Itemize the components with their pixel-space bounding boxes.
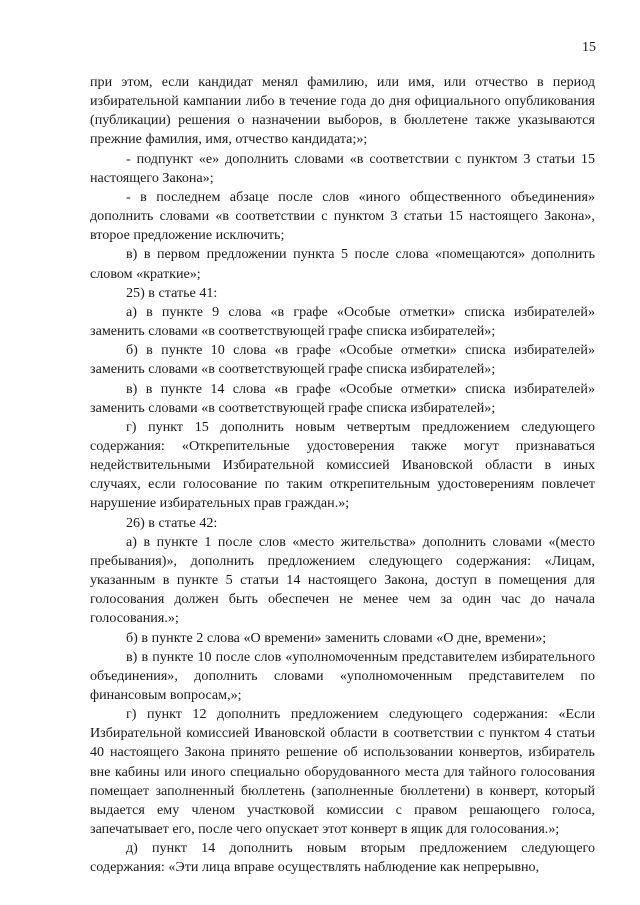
paragraph: д) пункт 14 дополнить новым вторым предложением следующего содержания: «Эти лица вправе осуществлять наблюдение как непрерывно,: [90, 840, 595, 876]
paragraph: б) в пункте 10 слова «в графе «Особые отметки» списка избирателей» заменить словами «в соответствующей графе списка избирателей»;: [90, 342, 595, 378]
paragraph: а) в пункте 1 после слов «место жительства» дополнить словами «(место пребывания)», дополнить предложением следующего содержания: «Лицам, указанным в пункте 5 статьи 14 настоящего Закона, доступ в помещения для голосования должен быть обеспечен не менее чем за один час до начала голосования.»;: [90, 533, 595, 627]
paragraph: г) пункт 12 дополнить предложением следующего содержания: «Если Избирательной комиссией Ивановской области в соответствии с пунктом 4 статьи 40 настоящего Закона принято решение об использовании конвертов, избиратель вне кабины или иного специально оборудованного места для тайного голосования помещает заполненный бюллетень (заполненные бюллетени) в конверт, который выдается ему членом участковой комиссии с правом решающего голоса, запечатывает его, после чего опускает этот конверт в ящик для голосования.»;: [90, 706, 595, 838]
paragraph: 26) в статье 42:: [126, 514, 218, 531]
document-body: [90, 73, 595, 878]
page-number: 15: [582, 40, 596, 55]
paragraph: г) пункт 15 дополнить новым четвертым предложением следующего содержания: «Открепительные удостоверения также могут признаваться недействительными Избирательной комиссией Ивановской области в иных случаях, если голосование по таким открепительным удостоверениям повлечет нарушение избирательных прав граждан.»;: [90, 418, 595, 512]
paragraph: 25) в статье 41:: [126, 284, 218, 301]
paragraph: б) в пункте 2 слова «О времени» заменить словами «О дне, времени»;: [126, 629, 547, 646]
paragraph: при этом, если кандидат менял фамилию, или имя, или отчество в период избирательной кампании либо в течение года до дня официального опубликования (публикации) решения о назначении выборов, в бюллетене также указываются прежние фамилия, имя, отчество кандидата;»;: [90, 74, 595, 148]
paragraph: в) в пункте 14 слова «в графе «Особые отметки» списка избирателей» заменить словами «в соответствующей графе списка избирателей»;: [90, 380, 595, 416]
paragraph: - подпункт «е» дополнить словами «в соответствии с пунктом 3 статьи 15 настоящего Закона»;: [90, 150, 595, 186]
paragraph: в) в первом предложении пункта 5 после слова «помещаются» дополнить словом «краткие»;: [90, 246, 595, 282]
paragraph: а) в пункте 9 слова «в графе «Особые отметки» списка избирателей» заменить словами «в соответствующей графе списка избирателей»;: [90, 303, 595, 340]
paragraph: в) в пункте 10 после слов «уполномоченным представителем избирательного объединения», дополнить словами «уполномоченным представителем по финансовым вопросам,»;: [90, 648, 595, 703]
paragraph: - в последнем абзаце после слов «иного общественного объединения» дополнить словами «в соответствии с пунктом 3 статьи 15 настоящего Закона», второе предложение исключить;: [90, 188, 595, 244]
